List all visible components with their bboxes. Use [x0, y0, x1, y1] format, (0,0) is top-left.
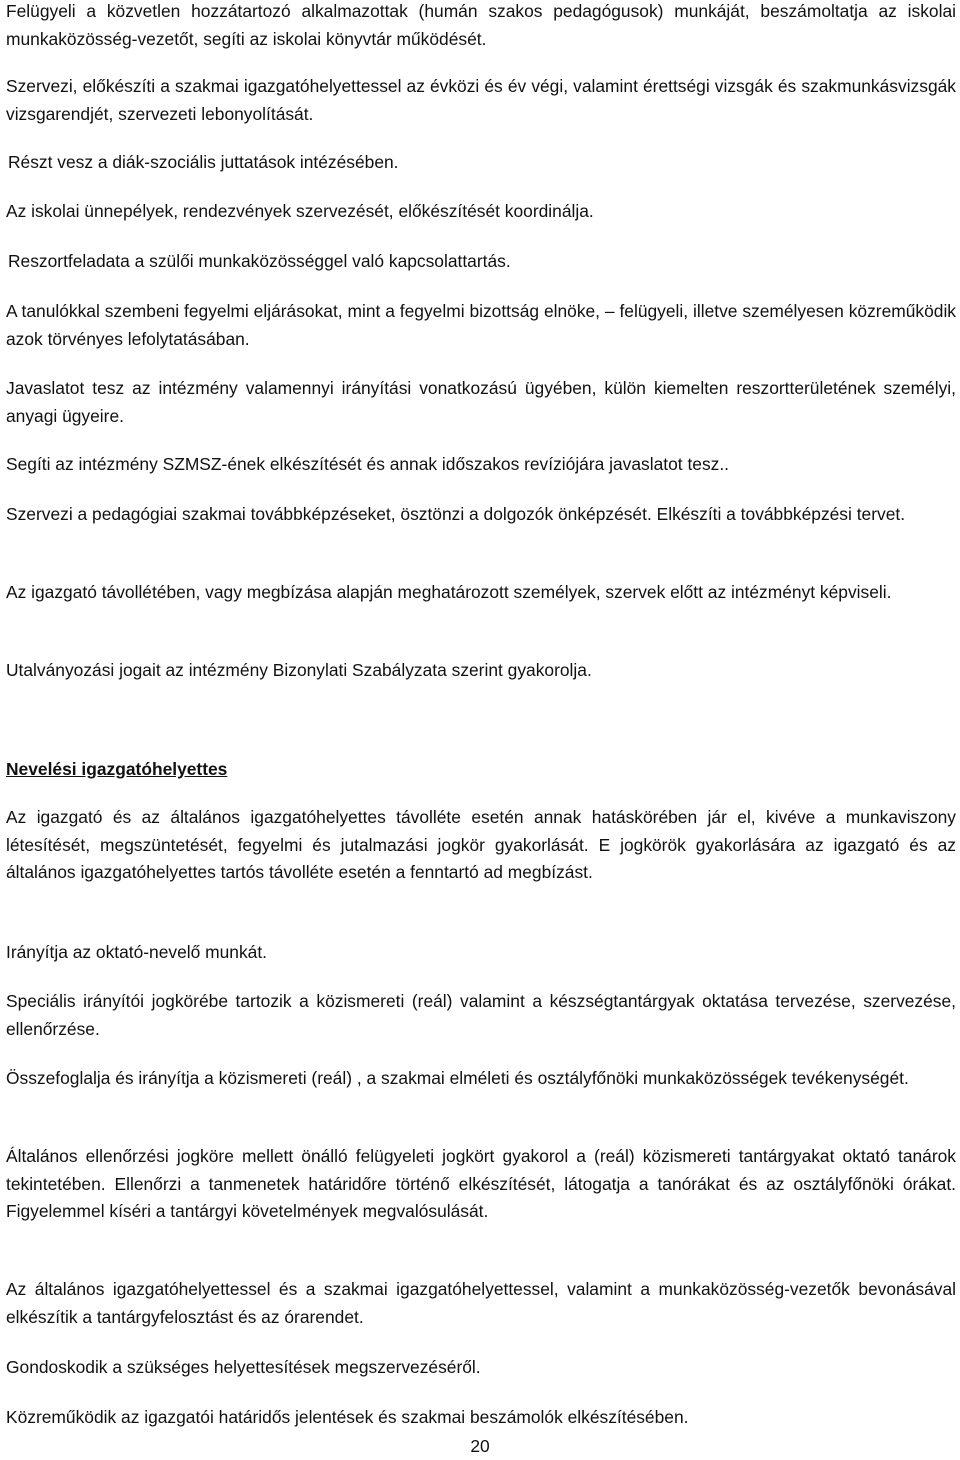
paragraph-school-events: Az iskolai ünnepélyek, rendezvények szervezését, előkészítését koordinálja.	[6, 201, 594, 221]
paragraph-exam-organization: Szervezi, előkészíti a szakmai igazgatóhelyettessel az évközi és év végi, valamint érettségi vizsgák és szakmunkásvizsgák vizsgarendjét, szervezeti lebonyolítását.	[6, 76, 956, 124]
paragraph-general-inspection: Általános ellenőrzési jogköre mellett önálló felügyeleti jogkört gyakorol a (reál) közismereti tantárgyakat oktató tanárok tekintetében. Ellenőrzi a tanmenetek határidőre történő elkészítését, látogatja a tanórákat és az osztályfőnöki órákat. Figyelemmel kíséri a tantárgyi követelmények megvalósulását.	[6, 1146, 956, 1221]
paragraph-szmsz: Segíti az intézmény SZMSZ-ének elkészítését és annak időszakos revíziójára javaslatot tesz..	[6, 454, 730, 474]
paragraph-supervision: Felügyeli a közvetlen hozzátartozó alkalmazottak (humán szakos pedagógusok) munkáját, beszámoltatja az iskolai munkaközösség-vezetőt, segíti az iskolai könyvtár működését.	[6, 1, 956, 49]
paragraph-substitutions: Gondoskodik a szükséges helyettesítések megszervezéséről.	[6, 1357, 481, 1377]
section-heading: Nevelési igazgatóhelyettes	[6, 759, 228, 779]
page-number: 20	[470, 1436, 490, 1456]
paragraph-disciplinary: A tanulókkal szembeni fegyelmi eljárásokat, mint a fegyelmi bizottság elnöke, – felügyeli, illetve személyesen közreműködik azok törvényes lefolytatásában.	[6, 301, 956, 349]
paragraph-deputy-authority: Az igazgató és az általános igazgatóhelyettes távolléte esetén annak hatáskörében jár el, kivéve a munkaviszony létesítését, megszüntetését, fegyelmi és jutalmazási jogkör gyakorlását. E jogkörök gyakorlására az igazgató és az általános igazgatóhelyettes tartós távolléte esetén a fenntartó ad megbízást.	[6, 807, 956, 882]
paragraph-parent-community: Reszortfeladata a szülői munkaközösséggel való kapcsolattartás.	[8, 251, 511, 271]
paragraph-social-benefits: Részt vesz a diák-szociális juttatások intézésében.	[8, 152, 399, 172]
paragraph-work-communities: Összefoglalja és irányítja a közismereti (reál) , a szakmai elméleti és osztályfőnöki munkaközösségek tevékenységét.	[6, 1068, 909, 1088]
paragraph-representation: Az igazgató távollétében, vagy megbízása alapján meghatározott személyek, szervek előtt az intézményt képviseli.	[6, 582, 892, 602]
paragraph-payment-rights: Utalványozási jogait az intézmény Bizonylati Szabályzata szerint gyakorolja.	[6, 660, 592, 680]
paragraph-special-management: Speciális irányítói jogkörébe tartozik a közismereti (reál) valamint a készségtantárgyak oktatása tervezése, szervezése, ellenőrzése.	[6, 991, 956, 1039]
paragraph-training: Szervezi a pedagógiai szakmai továbbképzéseket, ösztönzi a dolgozók önképzését. Elkészíti a továbbképzési tervet.	[6, 504, 906, 524]
paragraph-education-management: Irányítja az oktató-nevelő munkát.	[6, 942, 267, 962]
paragraph-proposals: Javaslatot tesz az intézmény valamennyi irányítási vonatkozású ügyében, külön kiemelten reszortterületének személyi, anyagi ügyeire.	[6, 378, 956, 426]
paragraph-reports: Közreműködik az igazgatói határidős jelentések és szakmai beszámolók elkészítésében.	[6, 1407, 689, 1427]
paragraph-timetable: Az általános igazgatóhelyettessel és a szakmai igazgatóhelyettessel, valamint a munkaközösség-vezetők bevonásával elkészítik a tantárgyfelosztást és az órarendet.	[6, 1279, 956, 1327]
